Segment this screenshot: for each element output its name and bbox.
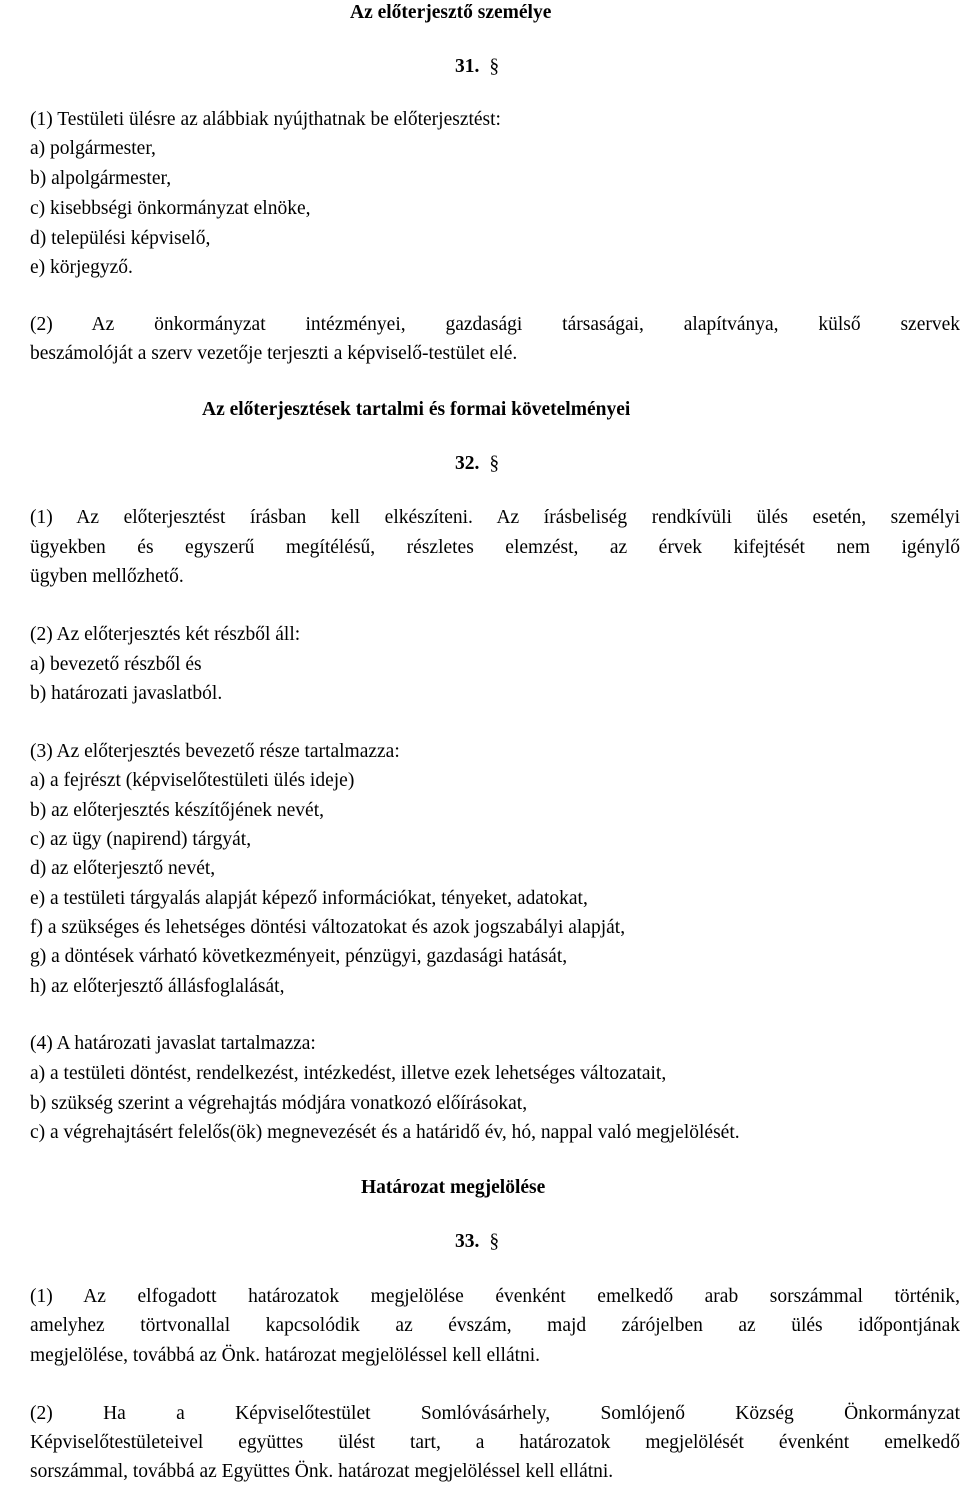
section-title: Az előterjesztő személye [350,2,552,23]
paragraph-number-text: 31. [455,56,480,77]
text-line: ügyben mellőzhető. [30,566,184,587]
text-line: (2) Az előterjesztés két részből áll: [30,624,301,645]
section-sign: § [489,453,500,474]
text-line: (4) A határozati javaslat tartalmazza: [30,1033,316,1054]
list-item: a) polgármester, [30,138,156,159]
text-line: (1) Testületi ülésre az alábbiak nyújthatnak be előterjesztést: [30,109,501,130]
list-item: a) a fejrészt (képviselőtestületi ülés ideje) [30,770,355,791]
list-item: b) alpolgármester, [30,168,172,189]
paragraph-number-text: 33. [455,1231,480,1252]
text-line: (1) Az elfogadott határozatok megjelölése évenként emelkedő arab sorszámmal történik, [30,1286,960,1307]
list-item: c) kisebbségi önkormányzat elnöke, [30,198,311,219]
text-line: Képviselőtestületeivel együttes ülést tart, a határozatok megjelölését évenként emelkedő [30,1432,960,1453]
text-line: (1) Az előterjesztést írásban kell elkészíteni. Az írásbeliség rendkívüli ülés esetén, személyi [30,507,960,528]
list-item: b) az előterjesztés készítőjének nevét, [30,800,324,821]
section-sign: § [489,56,500,77]
list-item: h) az előterjesztő állásfoglalását, [30,976,285,997]
text-line: ügyekben és egyszerű megítélésű, részletes elemzést, az érvek kifejtését nem igénylő [30,537,960,558]
list-item: a) bevezető részből és [30,654,202,675]
list-item: g) a döntések várható következményeit, pénzügyi, gazdasági hatását, [30,946,568,967]
paragraph-number [455,1231,499,1253]
section-title: Határozat megjelölése [361,1177,546,1198]
text-line: beszámolóját a szerv vezetője terjeszti a képviselő-testület elé. [30,343,518,364]
list-item: b) szükség szerint a végrehajtás módjára vonatkozó előírásokat, [30,1093,528,1114]
paragraph-number [455,453,499,475]
list-item: a) a testületi döntést, rendelkezést, intézkedést, illetve ezek lehetséges változatait, [30,1063,667,1084]
list-item: d) az előterjesztő nevét, [30,858,216,879]
list-item: e) körjegyző. [30,257,133,278]
paragraph-number [455,56,499,78]
list-item: f) a szükséges és lehetséges döntési változatokat és azok jogszabályi alapját, [30,917,626,938]
list-item: d) települési képviselő, [30,228,211,249]
text-line: (2) Ha a Képviselőtestület Somlóvásárhely, Somlójenő Község Önkormányzat [30,1403,960,1424]
paragraph-number-text: 32. [455,453,480,474]
list-item: b) határozati javaslatból. [30,683,223,704]
text-line: megjelölése, továbbá az Önk. határozat megjelöléssel kell ellátni. [30,1345,541,1366]
section-title: Az előterjesztések tartalmi és formai követelményei [202,399,631,420]
list-item: c) az ügy (napirend) tárgyát, [30,829,252,850]
list-item: e) a testületi tárgyalás alapját képező információkat, tényeket, adatokat, [30,888,588,909]
text-line: sorszámmal, továbbá az Együttes Önk. határozat megjelöléssel kell ellátni. [30,1461,614,1482]
section-sign: § [489,1231,500,1252]
list-item: c) a végrehajtásért felelős(ök) megnevezését és a határidő év, hó, nappal való megjelölését. [30,1122,740,1143]
text-line: (3) Az előterjesztés bevezető része tartalmazza: [30,741,400,762]
text-line: (2) Az önkormányzat intézményei, gazdasági társaságai, alapítványa, külső szervek [30,314,960,335]
text-line: amelyhez törtvonallal kapcsolódik az évszám, majd zárójelben az ülés időpontjának [30,1315,960,1336]
